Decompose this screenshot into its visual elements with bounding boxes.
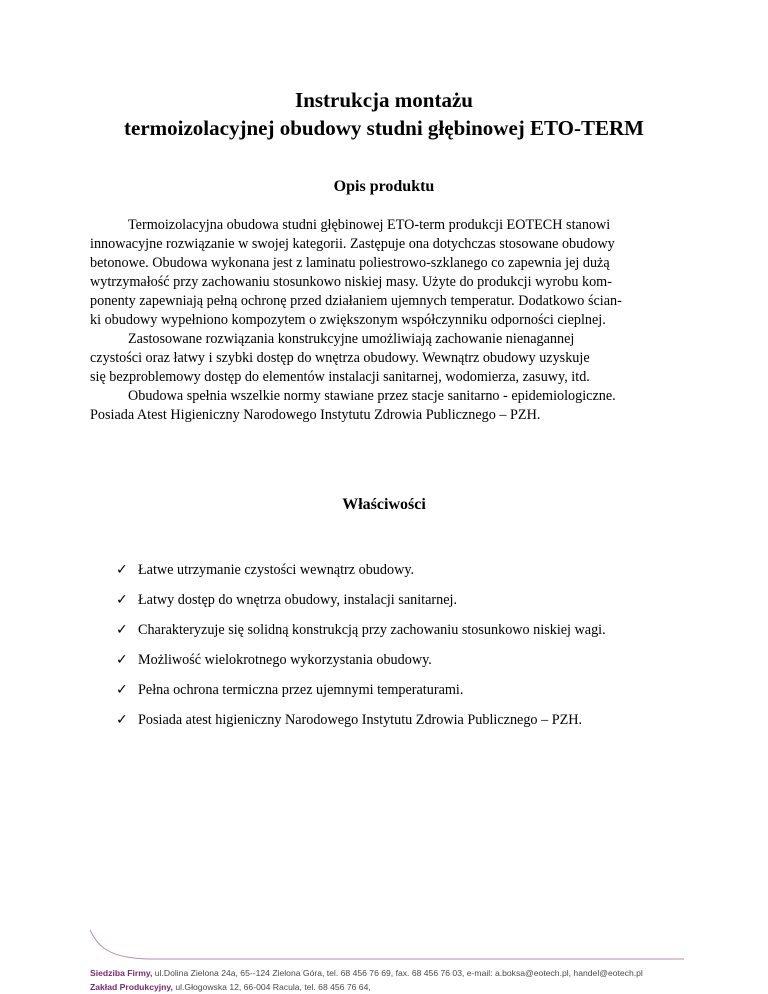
title-line-2: termoizolacyjnej obudowy studni głębinowej ETO-TERM <box>124 116 644 140</box>
checkmark-icon: ✓ <box>116 712 128 728</box>
description-line: Zastosowane rozwiązania konstrukcyjne umożliwiają zachowanie nienagannej <box>128 331 575 347</box>
description-line: się bezproblemowy dostęp do elementów instalacji sanitarnej, wodomierza, zasuwy, itd. <box>90 369 590 385</box>
list-item <box>116 590 606 620</box>
description-line: innowacyjne rozwiązanie w swojej kategorii. Zastępuje ona dotychczas stosowane obudowy <box>90 236 615 252</box>
list-item <box>116 680 606 710</box>
description-line: betonowe. Obudowa wykonana jest z laminatu poliestrowo-szklanego co zapewnia jej dużą <box>90 255 610 271</box>
list-item <box>116 650 606 680</box>
footer-hq-line <box>90 966 760 980</box>
footer-plant-text: ul.Głogowska 12, 66-004 Racula, tel. 68 456 76 64, <box>172 982 371 992</box>
description-line: Posiada Atest Higieniczny Narodowego Instytutu Zdrowia Publicznego – PZH. <box>90 407 541 423</box>
footer-hq-text: ul.Dolina Zielona 24a, 65--124 Zielona Góra, tel. 68 456 76 69, fax. 68 456 76 03, e-mail: a.boksa@eotech.pl, handel@eotech.pl <box>152 968 643 978</box>
checkmark-icon: ✓ <box>116 592 128 608</box>
list-item <box>116 620 606 650</box>
list-item <box>116 710 606 740</box>
checkmark-icon: ✓ <box>116 652 128 668</box>
footer-divider-curve <box>88 928 688 964</box>
footer-hq-label: Siedziba Firmy, <box>90 968 153 978</box>
description-heading: Opis produktu <box>333 178 435 195</box>
description-line: Obudowa spełnia wszelkie normy stawiane przez stacje sanitarno - epidemiologiczne. <box>128 388 616 404</box>
description-line: ki obudowy wypełniono kompozytem o zwiększonym współczynniku odporności cieplnej. <box>90 312 606 328</box>
list-item-text: Możliwość wielokrotnego wykorzystania obudowy. <box>138 652 432 668</box>
description-line: czystości oraz łatwy i szybki dostęp do wnętrza obudowy. Wewnątrz obudowy uzyskuje <box>90 350 590 366</box>
list-item-text: Łatwy dostęp do wnętrza obudowy, instalacji sanitarnej. <box>138 592 457 608</box>
checkmark-icon: ✓ <box>116 682 128 698</box>
document-title <box>0 86 768 142</box>
list-item <box>116 560 606 590</box>
footer <box>90 966 760 994</box>
checkmark-icon: ✓ <box>116 562 128 578</box>
title-line-1: Instrukcja montażu <box>295 88 473 112</box>
footer-divider-path <box>90 930 684 959</box>
properties-heading: Właściwości <box>342 496 426 513</box>
list-item-text: Łatwe utrzymanie czystości wewnątrz obudowy. <box>138 562 415 578</box>
description-line: wytrzymałość przy zachowaniu stosunkowo niskiej masy. Użyte do produkcji wyrobu kom- <box>90 274 612 290</box>
footer-plant-label: Zakład Produkcyjny, <box>90 982 173 992</box>
list-item-text: Pełna ochrona termiczna przez ujemnymi temperaturami. <box>138 682 464 698</box>
list-item-text: Posiada atest higieniczny Narodowego Instytutu Zdrowia Publicznego – PZH. <box>138 712 583 728</box>
checkmark-icon: ✓ <box>116 622 128 638</box>
description-line: Termoizolacyjna obudowa studni głębinowej ETO-term produkcji EOTECH stanowi <box>128 217 611 233</box>
footer-plant-line <box>90 980 760 994</box>
description-line: ponenty zapewniają pełną ochronę przed działaniem ujemnych temperatur. Dodatkowo ścian- <box>90 293 622 309</box>
list-item-text: Charakteryzuje się solidną konstrukcją przy zachowaniu stosunkowo niskiej wagi. <box>138 622 606 638</box>
properties-list <box>116 560 606 740</box>
description-paragraph <box>90 216 690 425</box>
